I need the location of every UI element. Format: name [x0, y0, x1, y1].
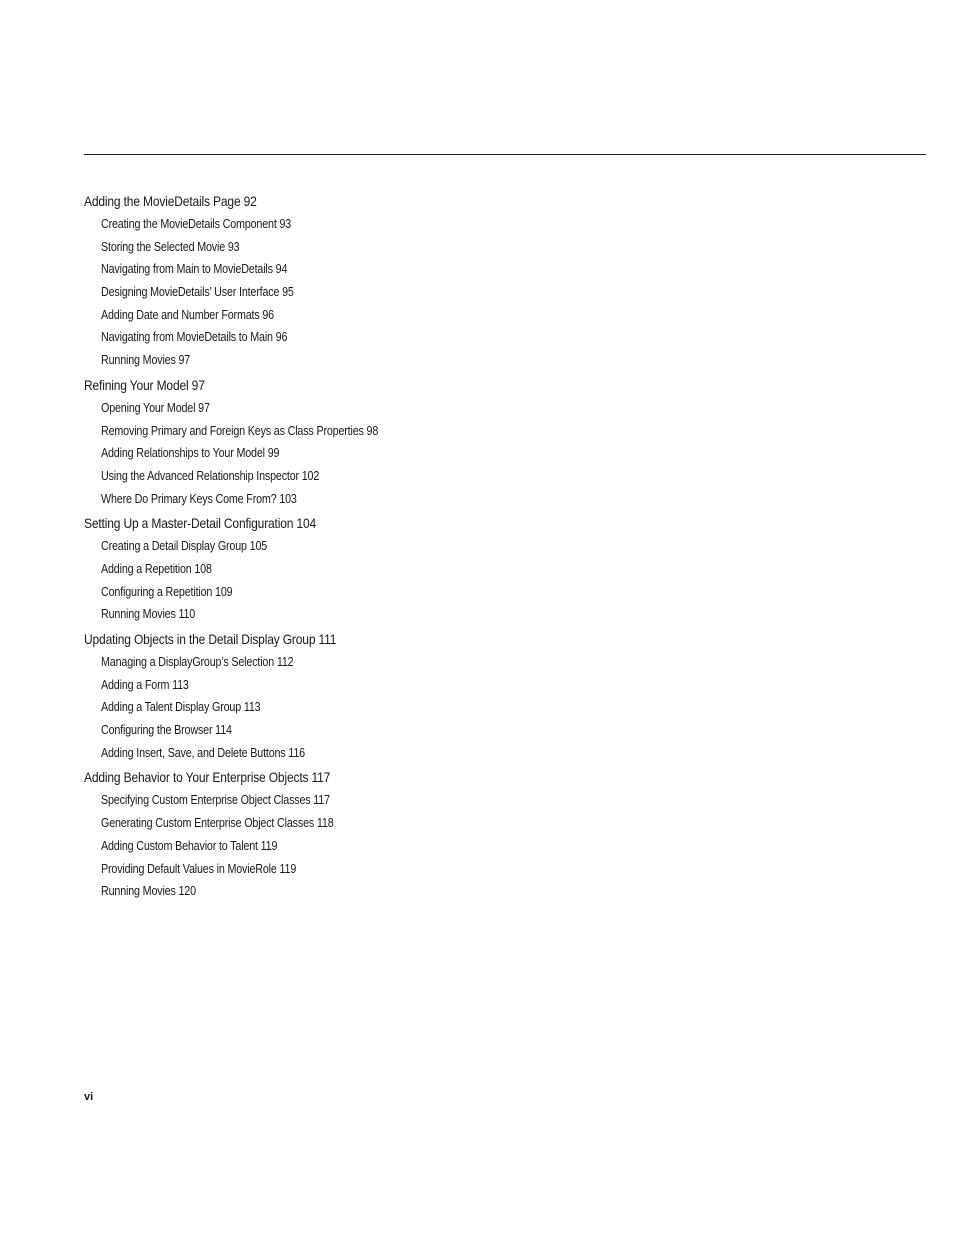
toc-heading-link[interactable]: Setting Up a Master-Detail Configuration 104: [84, 515, 317, 532]
toc-heading-link[interactable]: Refining Your Model 97: [84, 376, 205, 393]
toc-item-link[interactable]: Running Movies 110: [101, 607, 196, 622]
toc-item-link[interactable]: Using the Advanced Relationship Inspector 102: [101, 468, 320, 483]
toc-item-link[interactable]: Opening Your Model 97: [101, 400, 210, 415]
table-of-contents: [84, 191, 884, 906]
toc-item-link[interactable]: Adding a Repetition 108: [101, 561, 212, 576]
header-rule: [84, 154, 926, 155]
toc-item-link[interactable]: Adding Relationships to Your Model 99: [101, 446, 280, 461]
toc-item-link[interactable]: Adding Insert, Save, and Delete Buttons 116: [101, 745, 305, 760]
toc-item-link[interactable]: Where Do Primary Keys Come From? 103: [101, 491, 297, 506]
toc-section: [84, 191, 884, 372]
toc-heading-link[interactable]: Updating Objects in the Detail Display Group 111: [84, 631, 337, 647]
toc-subitems: [84, 535, 884, 626]
toc-subitems: [84, 789, 884, 902]
toc-subitems: [84, 651, 884, 764]
toc-section: [84, 513, 884, 626]
toc-item-link[interactable]: Creating a Detail Display Group 105: [101, 539, 268, 554]
toc-item-link[interactable]: Adding a Talent Display Group 113: [101, 700, 261, 715]
toc-subitems: [84, 397, 884, 510]
toc-item-link[interactable]: Creating the MovieDetails Component 93: [101, 217, 292, 231]
toc-section: [84, 375, 884, 510]
toc-item-link[interactable]: Configuring a Repetition 109: [101, 584, 233, 599]
toc-item-link[interactable]: Storing the Selected Movie 93: [101, 239, 240, 254]
toc-item-link[interactable]: Navigating from MovieDetails to Main 96: [101, 330, 288, 345]
toc-item-link[interactable]: Specifying Custom Enterprise Object Classes 117: [101, 793, 330, 808]
toc-item-link[interactable]: Designing MovieDetails’ User Interface 95: [101, 285, 294, 300]
toc-heading-link[interactable]: Adding the MovieDetails Page 92: [84, 193, 257, 209]
toc-item-link[interactable]: Managing a DisplayGroup’s Selection 112: [101, 655, 294, 669]
toc-subitems: [84, 213, 884, 372]
toc-item-link[interactable]: Configuring the Browser 114: [101, 723, 232, 738]
toc-section: [84, 767, 884, 902]
toc-item-link[interactable]: Running Movies 97: [101, 353, 191, 368]
toc-item-link[interactable]: Providing Default Values in MovieRole 119: [101, 861, 297, 876]
page-number: vi: [84, 1091, 94, 1103]
toc-item-link[interactable]: Running Movies 120: [101, 884, 196, 899]
toc-item-link[interactable]: Navigating from Main to MovieDetails 94: [101, 262, 288, 277]
toc-section: [84, 629, 884, 764]
toc-heading-link[interactable]: Adding Behavior to Your Enterprise Objects 117: [84, 769, 331, 786]
toc-item-link[interactable]: Adding Date and Number Formats 96: [101, 307, 274, 322]
toc-item-link[interactable]: Adding Custom Behavior to Talent 119: [101, 838, 278, 853]
toc-item-link[interactable]: Adding a Form 113: [101, 677, 189, 692]
toc-item-link[interactable]: Removing Primary and Foreign Keys as Class Properties 98: [101, 423, 379, 438]
toc-item-link[interactable]: Generating Custom Enterprise Object Classes 118: [101, 816, 334, 831]
